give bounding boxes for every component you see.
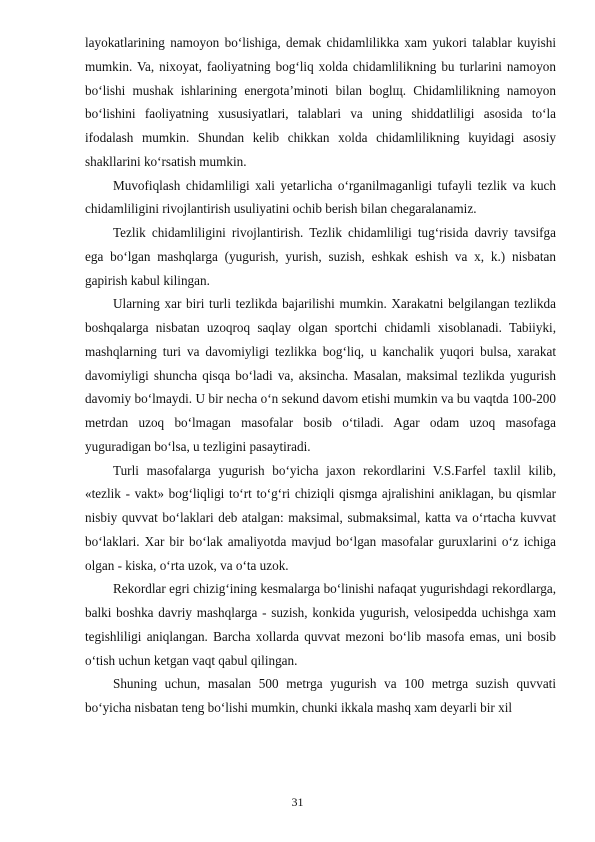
paragraph-4: Ularning xar biri turli tezlikda bajarilishi mumkin. Xarakatni belgilangan tezlikda boshqalarga nisbatan uzoqroq saqlay olgan sportchi chidamli xisoblanadi. Tabiiyki, mashqlarning turi va davomiyligi tezlikka bog‘liq, u kanchalik yuqori bulsa, xarakat davomiyligi shuncha qisqa bo‘ladi va, aksincha. Masalan, maksimal tezlikda yugurish davomiy bo‘lmaydi. U bir necha o‘n sekund davom etishi mumkin va bu vaqtda 100-200 metrdan uzoq bo‘lmagan masofalar bosib o‘tiladi. Agar odam uzoq masofaga yuguradigan bo‘lsa, u tezligini pasaytiradi.	[85, 296, 556, 454]
paragraph-6: Rekordlar egri chizig‘ining kesmalarga bo‘linishi nafaqat yugurishdagi rekordlarga, balki boshka davriy mashqlarga - suzish, konkida yugurish, velosipedda uchishga xam tegishliligi aniqlangan. Barcha xollarda quvvat mezoni bo‘lib masofa emas, uni bosib o‘tish uchun ketgan vaqt qabul qilingan.	[85, 581, 556, 668]
page-number: 31	[291, 795, 304, 809]
paragraph-7: Shuning uchun, masalan 500 metrga yugurish va 100 metrga suzish quvvati bo‘yicha nisbatan teng bo‘lishi mumkin, chunki ikkala mashq xam deyarli bir xil	[85, 676, 556, 715]
paragraph-1: layokatlarining namoyon bo‘lishiga, demak chidamlilikka xam yukori talablar kuyishi mumkin. Va, nixoyat, faoliyatning bog‘liq xolda chidamlilikning bu turlarini namoyon bo‘lishi mushak ishlarining energota’minoti bilan boglщ. Chidamlilikning namoyon bo‘lishini faoliyatning xususiyatlari, talablari va uning shiddatliligi asosida to‘la ifodalash mumkin. Shundan kelib chikkan xolda chidamlilikning kuyidagi asosiy shakllarini ko‘rsatish mumkin.	[85, 35, 556, 169]
paragraph-3: Tezlik chidamliligini rivojlantirish. Tezlik chidamliligi tug‘risida davriy tavsifga ega bo‘lgan mashqlarga (yugurish, yurish, suzish, eshkak eshish va x, k.) nisbatan gapirish kabul kilingan.	[85, 225, 556, 288]
paragraph-5: Turli masofalarga yugurish bo‘yicha jaxon rekordlarini V.S.Farfel taxlil kilib, «tezlik - vakt» bog‘liqligi to‘rt to‘g‘ri chiziqli qismga ajralishini aniklagan, bu qismlar nisbiy quvvat bo‘laklari deb atalgan: maksimal, submaksimal, katta va o‘rtacha kuvvat bo‘laklari. Xar bir bo‘lak amaliyotda mavjud bo‘lgan masofalar guruxlarini o‘z ichiga olgan - kiska, o‘rta uzok, va o‘ta uzok.	[85, 462, 556, 573]
paragraph-2: Muvofiqlash chidamliligi xali yetarlicha o‘rganilmaganligi tufayli tezlik va kuch chidamliligini rivojlantirish usuliyatini ochib berish bilan chegaralanamiz.	[85, 177, 556, 217]
body-text	[85, 31, 556, 720]
